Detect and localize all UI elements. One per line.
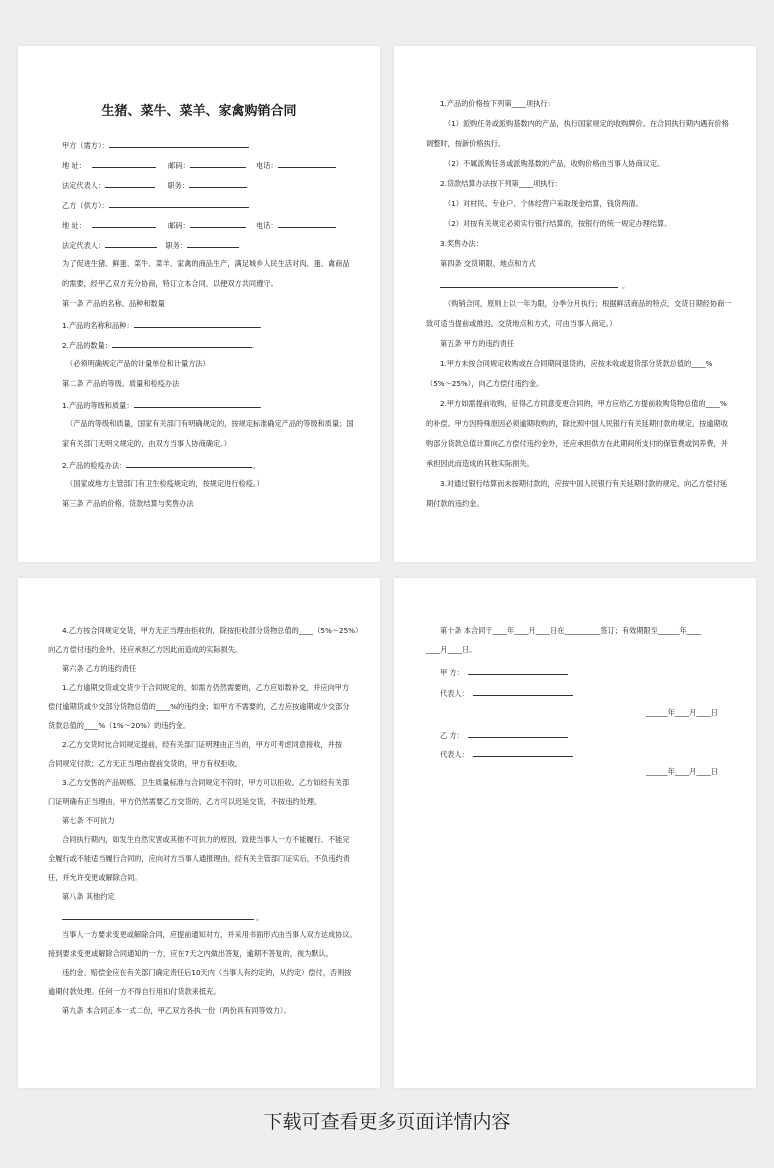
legal-rep-b-blank bbox=[105, 239, 157, 248]
intro-line-2: 的需要，经甲乙双方充分协商，特订立本合同，以便双方共同遵守。 bbox=[62, 279, 278, 288]
product-quantity-blank bbox=[112, 339, 252, 348]
rep-b-sign-row bbox=[440, 748, 573, 760]
address-b-label: 地 址： bbox=[62, 221, 86, 230]
text-line: 任，并允许变更或解除合同。 bbox=[48, 873, 142, 882]
other-terms-blank bbox=[62, 911, 254, 920]
text-line: 2.甲方如需提前收购，征得乙方同意变更合同的，甲方应给乙方提前收购货物总值的____% bbox=[440, 399, 727, 408]
party-a-address-row bbox=[62, 159, 336, 171]
grade-quality-label: 1.产品的等级和质量： bbox=[62, 401, 134, 410]
party-a-sign-blank bbox=[468, 666, 568, 675]
article-5-heading: 第五条 甲方的违约责任 bbox=[440, 339, 515, 348]
delivery-blank-row bbox=[440, 279, 629, 291]
intro-line-1: 为了促进生猪、鲜蛋、菜牛、菜羊、家禽的商品生产，满足城乡人民生活对肉、蛋、禽商品 bbox=[62, 259, 350, 268]
party-b-sign-blank bbox=[468, 729, 568, 738]
phone-a-blank bbox=[278, 159, 336, 168]
rep-a-sign-blank bbox=[473, 687, 573, 696]
contract-page-3 bbox=[18, 578, 380, 1088]
rep-b-sign-blank bbox=[473, 748, 573, 757]
contract-title: 生猪、菜牛、菜羊、家禽购销合同 bbox=[101, 104, 297, 119]
text-line: 3.乙方交售的产品规格、卫生质量标准与合同规定不符时，甲方可以拒收。乙方如经有关部 bbox=[62, 778, 350, 787]
postcode-b-blank bbox=[190, 219, 246, 228]
party-b-address-row bbox=[62, 219, 336, 231]
text-line: 购部分货款总值计算向乙方偿付违约金外，还应承担供方在此期间所支付的保管费或饲养费，并 bbox=[426, 439, 728, 448]
article-4-heading: 第四条 交货期限、地点和方式 bbox=[440, 259, 536, 268]
quarantine-blank bbox=[126, 459, 252, 468]
other-terms-blank-row bbox=[62, 911, 263, 923]
rep-a-sign-label: 代表人： bbox=[440, 689, 469, 698]
party-a-blank bbox=[109, 139, 249, 148]
legal-rep-a-blank bbox=[105, 179, 155, 188]
address-b-blank bbox=[92, 219, 156, 228]
delivery-blank bbox=[440, 279, 618, 288]
party-b-row bbox=[62, 199, 249, 211]
position-b-label: 职务： bbox=[165, 241, 188, 250]
party-b-sign-row bbox=[440, 729, 568, 741]
position-a-label: 职务： bbox=[167, 181, 190, 190]
legal-rep-b-row bbox=[62, 239, 239, 251]
text-line: 合同规定付款；乙方无正当理由提前交货的，甲方有权拒收。 bbox=[48, 759, 243, 768]
legal-rep-b-label: 法定代表人： bbox=[62, 241, 106, 250]
text-line: 。 bbox=[256, 913, 264, 922]
download-more-caption: 下载可查看更多页面详情内容 bbox=[263, 1111, 511, 1133]
text-line: 。 bbox=[622, 281, 630, 290]
phone-b-label: 电话： bbox=[256, 221, 278, 230]
text-line: 调整时，按新价格执行。 bbox=[426, 139, 506, 148]
text-line: 1.甲方未按合同规定收购或在合同期间退货的，应按未收或退货部分货款总值的____% bbox=[440, 359, 713, 368]
text-line: （2）不属派购任务或派购基数的产品，收购价格由当事人协商议定。 bbox=[444, 159, 665, 168]
contract-page-4 bbox=[394, 578, 756, 1088]
text-line: 承担因此而造成的其他实际损失。 bbox=[426, 459, 534, 468]
text-line: 1.乙方逾期交货或交货少于合同规定的，如需方仍然需要的，乙方应如数补交，并应向甲方 bbox=[62, 683, 350, 692]
product-name-label: 1.产品的名称和品种： bbox=[62, 321, 134, 330]
article-2-note-line-2: 家有关部门无明文规定的，由双方当事人协商确定。） bbox=[62, 439, 231, 448]
rep-b-sign-label: 代表人： bbox=[440, 750, 469, 759]
text-line: 向乙方偿付违约金外，还应承担乙方因此而造成的实际损失。 bbox=[48, 645, 243, 654]
grade-quality-blank bbox=[134, 399, 260, 408]
product-name-blank bbox=[134, 319, 260, 328]
text-line: 期付款的违约金。 bbox=[426, 499, 484, 508]
postcode-a-blank bbox=[190, 159, 246, 168]
text-line: 偿付逾期货或少交部分货物总值的____%的违约金；如甲方不需要的，乙方应按逾期或少交部分 bbox=[48, 702, 350, 711]
text-line: 2.乙方交货时比合同规定提前，经有关部门证明理由正当的，甲方可考虑同意接收，并按 bbox=[62, 740, 342, 749]
postcode-a-label: 邮码： bbox=[168, 161, 190, 170]
position-b-blank bbox=[187, 239, 239, 248]
contract-page-2 bbox=[394, 46, 756, 562]
date-a: ______年____月____日 bbox=[646, 708, 718, 717]
text-line: 违约金、赔偿金应在有关部门确定责任后10天内（当事人有约定的，从约定）偿付，否则按 bbox=[62, 968, 352, 977]
rep-a-sign-row bbox=[440, 687, 573, 699]
article-1-item-2: 2.产品的数量： . bbox=[62, 341, 255, 350]
position-a-blank bbox=[189, 179, 247, 188]
text-line: 3.奖售办法： bbox=[440, 239, 483, 248]
text-line: 逾期付款处理。任何一方不得自行用扣付货款来抵充。 bbox=[48, 987, 221, 996]
article-2-note-line-3: （国家或地方主管部门有卫生检疫规定的，按规定进行检疫。） bbox=[66, 479, 264, 488]
text-line: 致可适当提前或推迟。交货地点和方式，可由当事人商定。） bbox=[426, 319, 617, 328]
product-quantity-label: 2.产品的数量： bbox=[62, 341, 112, 350]
article-2-item-2: 2.产品的检疫办法： 。 bbox=[62, 461, 260, 470]
address-a-blank bbox=[92, 159, 156, 168]
text-line: 的补偿。甲方因特殊原因必须逾期收购的，除比照中国人民银行有关延期付款的规定，按逾期收 bbox=[426, 419, 728, 428]
phone-b-blank bbox=[278, 219, 336, 228]
article-10-line-2: ____月____日。 bbox=[426, 645, 477, 654]
date-b: ______年____月____日 bbox=[646, 767, 718, 776]
quarantine-label: 2.产品的检疫办法： bbox=[62, 461, 127, 470]
article-2-heading: 第二条 产品的等级、质量和检疫办法 bbox=[62, 379, 180, 388]
postcode-b-label: 邮码： bbox=[168, 221, 190, 230]
text-line: （2）对按有关规定必须实行银行结算的，按银行的统一规定办理结算。 bbox=[444, 219, 672, 228]
phone-a-label: 电话： bbox=[256, 161, 278, 170]
text-line: 门证明确有正当理由，甲方仍然需要乙方交货的，乙方可以迟延交货，不按违约处理。 bbox=[48, 797, 322, 806]
party-b-label: 乙方（供方）： bbox=[62, 201, 109, 210]
article-2-item-1: 1.产品的等级和质量： . bbox=[62, 401, 262, 410]
legal-rep-a-label: 法定代表人： bbox=[62, 181, 106, 190]
text-line: 当事人一方要求变更或解除合同，应提前通知对方，并采用书面形式由当事人双方达成协议。 bbox=[62, 930, 357, 939]
text-line: 1.产品的价格按下列第____项执行： bbox=[440, 99, 555, 108]
article-9-heading: 第九条 本合同正本一式二份，甲乙双方各执一份（两份具有同等效力）。 bbox=[62, 1006, 291, 1015]
party-a-row bbox=[62, 139, 249, 151]
text-line: 接到要求变更或解除合同通知的一方，应在7天之内做出答复，逾期不答复的，视为默认。 bbox=[48, 949, 333, 958]
party-a-sign-row bbox=[440, 666, 568, 678]
text-line: 3.对通过银行结算而未按期付款的，应按中国人民银行有关延期付款的规定，向乙方偿付延 bbox=[440, 479, 728, 488]
article-2-note-line-1: （产品的等级和质量，国家有关部门有明确规定的，按规定标准确定产品的等级和质量；国 bbox=[66, 419, 354, 428]
article-1-item-1: 1.产品的名称和品种： . bbox=[62, 321, 262, 330]
contract-page-1 bbox=[18, 46, 380, 562]
text-line: 2.货款结算办法按下列第____项执行： bbox=[440, 179, 562, 188]
article-1-heading: 第一条 产品的名称、品种和数量 bbox=[62, 299, 165, 308]
text-line: （1）派购任务或派购基数内的产品，执行国家规定的收购牌价。在合同执行期内遇有价格 bbox=[444, 119, 729, 128]
article-8-heading: 第八条 其他约定 bbox=[62, 892, 115, 901]
text-line: 4.乙方按合同规定交货，甲方无正当理由拒收的，除按拒收部分货物总值的____（5%～25%） bbox=[62, 626, 363, 635]
article-10-line-1: 第十条 本合同于____年____月____日在__________签订；有效期限至______年____ bbox=[440, 626, 702, 635]
text-line: 全履行或不能适当履行合同的，应向对方当事人通报理由，经有关主管部门证实后，不负违约责 bbox=[48, 854, 350, 863]
party-b-sign-label: 乙 方： bbox=[440, 731, 464, 740]
text-line: 合同执行期内，如发生自然灾害或其他不可抗力的原因，致使当事人一方不能履行、不能完 bbox=[62, 835, 350, 844]
party-a-sign-label: 甲 方： bbox=[440, 668, 464, 677]
article-1-note: （必须明确规定产品的计量单位和计量方法） bbox=[66, 359, 210, 368]
article-6-heading: 第六条 乙方的违约责任 bbox=[62, 664, 137, 673]
text-line: （5%～25%），向乙方偿付违约金。 bbox=[426, 379, 544, 388]
party-b-blank bbox=[109, 199, 249, 208]
address-a-label: 地 址： bbox=[62, 161, 86, 170]
text-line: （购销合同，原则上以一年为限，分季分月执行；根据鲜活商品的特点，交货日期经协商一 bbox=[444, 299, 732, 308]
party-a-label: 甲方（需方）： bbox=[62, 141, 109, 150]
legal-rep-a-row bbox=[62, 179, 247, 191]
text-line: （1）对村民、专业户、个体经营户采取现金结算，钱货两清。 bbox=[444, 199, 643, 208]
article-7-heading: 第七条 不可抗力 bbox=[62, 816, 115, 825]
text-line: 货款总值的____%（1%～20%）的违约金。 bbox=[48, 721, 191, 730]
article-3-heading: 第三条 产品的价格、货款结算与奖售办法 bbox=[62, 499, 194, 508]
